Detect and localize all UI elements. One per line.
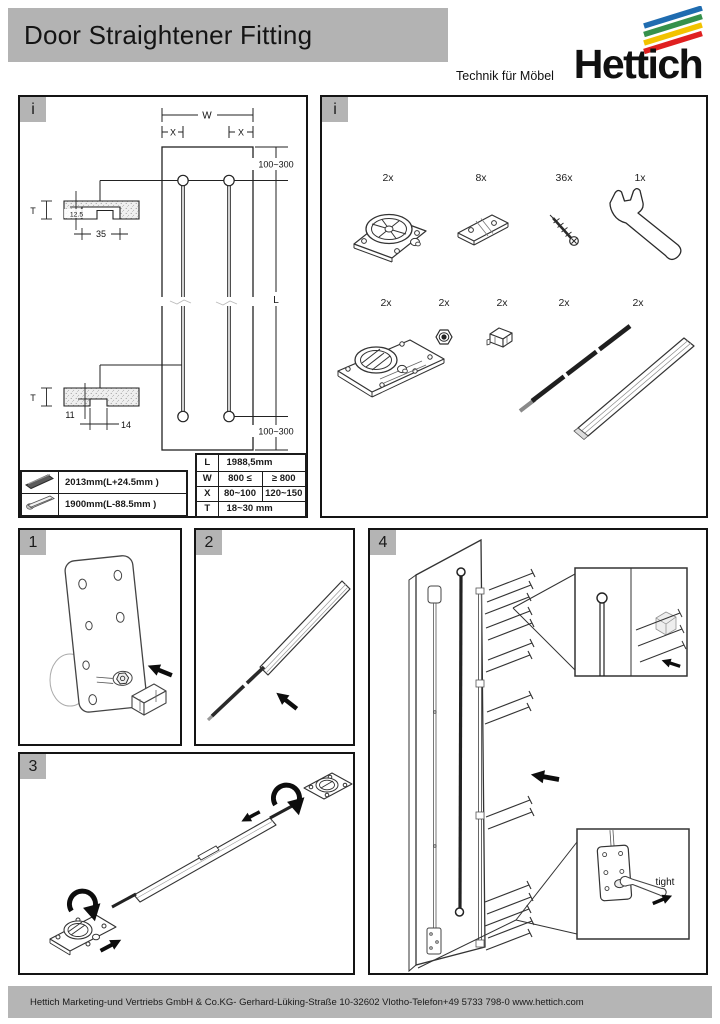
- spec-value: 1988,5mm: [218, 454, 306, 472]
- direction-arrow-icon: [98, 935, 124, 956]
- panel-dimensions: [18, 95, 308, 518]
- rod-length-label: 2013mm(L+24.5mm ): [59, 471, 188, 494]
- tensioner-plate: [304, 773, 352, 799]
- rod-rail-assembly: [112, 805, 294, 907]
- length-table: [20, 470, 188, 517]
- qty-label: 2x: [438, 297, 450, 309]
- spec-key: T: [196, 502, 218, 518]
- step-number: 3: [20, 754, 46, 779]
- detail-inset-bottom: [577, 829, 689, 939]
- dim-slot-depth-label: 11: [65, 410, 75, 420]
- tight-note: tight: [655, 877, 675, 888]
- door-panel: [409, 540, 485, 971]
- info-badge: i: [20, 97, 46, 122]
- qty-label: 2x: [632, 297, 644, 309]
- qty-label: 2x: [496, 297, 508, 309]
- screws: [485, 569, 535, 950]
- qty-label: 36x: [555, 172, 573, 184]
- panel-step-3: [18, 752, 355, 975]
- end-cap-icon: [487, 328, 512, 347]
- hettich-logo: [562, 6, 714, 88]
- panel-step-1: [18, 528, 182, 746]
- hex-nut-icon: [436, 330, 452, 344]
- step-number: 2: [196, 530, 222, 555]
- spec-value: 18~30 mm: [218, 502, 306, 518]
- step-2-illustration: [196, 530, 353, 744]
- info-badge: i: [322, 97, 348, 122]
- dim-x-left-label: X: [169, 127, 177, 138]
- qty-label: 8x: [475, 172, 487, 184]
- dim-slot-width-label: 14: [121, 420, 132, 430]
- slot-cross-section: [30, 383, 139, 430]
- qty-label: 2x: [382, 172, 394, 184]
- table-row: [21, 471, 187, 494]
- table-row: [21, 494, 187, 517]
- step-number: 4: [370, 530, 396, 555]
- step-4-illustration: [370, 530, 706, 973]
- step-3-illustration: [20, 754, 353, 973]
- hettich-logo-graphic: [562, 6, 714, 88]
- table-row: [196, 454, 306, 472]
- brand-tagline: Technik für Möbel: [456, 69, 554, 83]
- spec-value: 120~150: [262, 487, 306, 502]
- qty-label: 1x: [634, 172, 646, 184]
- page-title: Door Straightener Fitting: [24, 19, 313, 50]
- dim-range-bottom-label: 100~300: [258, 426, 294, 437]
- profile-length-label: 1900mm(L-88.5mm ): [59, 494, 188, 517]
- groove-cross-section: [30, 191, 139, 240]
- rod-icon: [21, 471, 59, 494]
- table-row: [196, 502, 306, 518]
- step-number: 1: [20, 530, 46, 555]
- spec-key: L: [196, 454, 218, 472]
- screw-icon: [550, 215, 578, 245]
- dim-range-top-label: 100~300: [258, 159, 294, 170]
- mounting-plate: [64, 555, 148, 713]
- mounting-clip-icon: [458, 215, 508, 245]
- table-row: [196, 487, 306, 502]
- wrench-icon: [610, 189, 681, 260]
- spec-value: ≥ 800: [262, 472, 306, 487]
- spec-value: 800 ≤: [218, 472, 262, 487]
- spec-table: [195, 453, 307, 518]
- brand-wordmark: Hettich: [573, 41, 703, 87]
- qty-label: 2x: [380, 297, 392, 309]
- dim-t-bottom-label: T: [30, 393, 36, 403]
- qty-label: 2x: [558, 297, 570, 309]
- spec-value: 80~100: [218, 487, 262, 502]
- panel-step-4: [368, 528, 708, 975]
- threaded-rod: [208, 667, 264, 720]
- spec-key: W: [196, 472, 218, 487]
- detail-inset-top: [575, 568, 687, 676]
- dim-x-right-label: X: [237, 127, 245, 138]
- tensioner-square-plate-icon: [354, 215, 426, 263]
- tensioner-rect-plate-icon: [338, 340, 444, 397]
- footer-bar: [8, 986, 712, 1018]
- footer-address: Hettich Marketing-und Vertriebs GmbH & Co.KG- Gerhard-Lüking-Straße 10-32602 Vlotho-Telefon+49 5733 798-0 www.hettich.com: [30, 996, 584, 1008]
- dim-t-top-label: T: [30, 206, 36, 216]
- insert-arrow-icon: [273, 688, 301, 713]
- title-bar: [8, 8, 448, 62]
- table-row: [196, 472, 306, 487]
- dim-l-label: L: [273, 295, 279, 306]
- press-arrow-icon: [530, 768, 560, 786]
- dim-groove-width-label: 35: [95, 229, 107, 239]
- panel-parts: [320, 95, 708, 518]
- profile-rail: [260, 581, 350, 675]
- dimension-drawing: [20, 97, 306, 468]
- panel-step-2: [194, 528, 355, 746]
- dim-groove-depth-label: 12.5: [69, 211, 84, 219]
- dim-w-label: W: [202, 110, 212, 122]
- insert-arrow-icon: [146, 660, 175, 681]
- profile-icon: [21, 494, 59, 517]
- step-1-illustration: [20, 530, 180, 744]
- spec-key: X: [196, 487, 218, 502]
- parts-diagram: [322, 97, 706, 516]
- direction-arrow-icon: [239, 808, 262, 826]
